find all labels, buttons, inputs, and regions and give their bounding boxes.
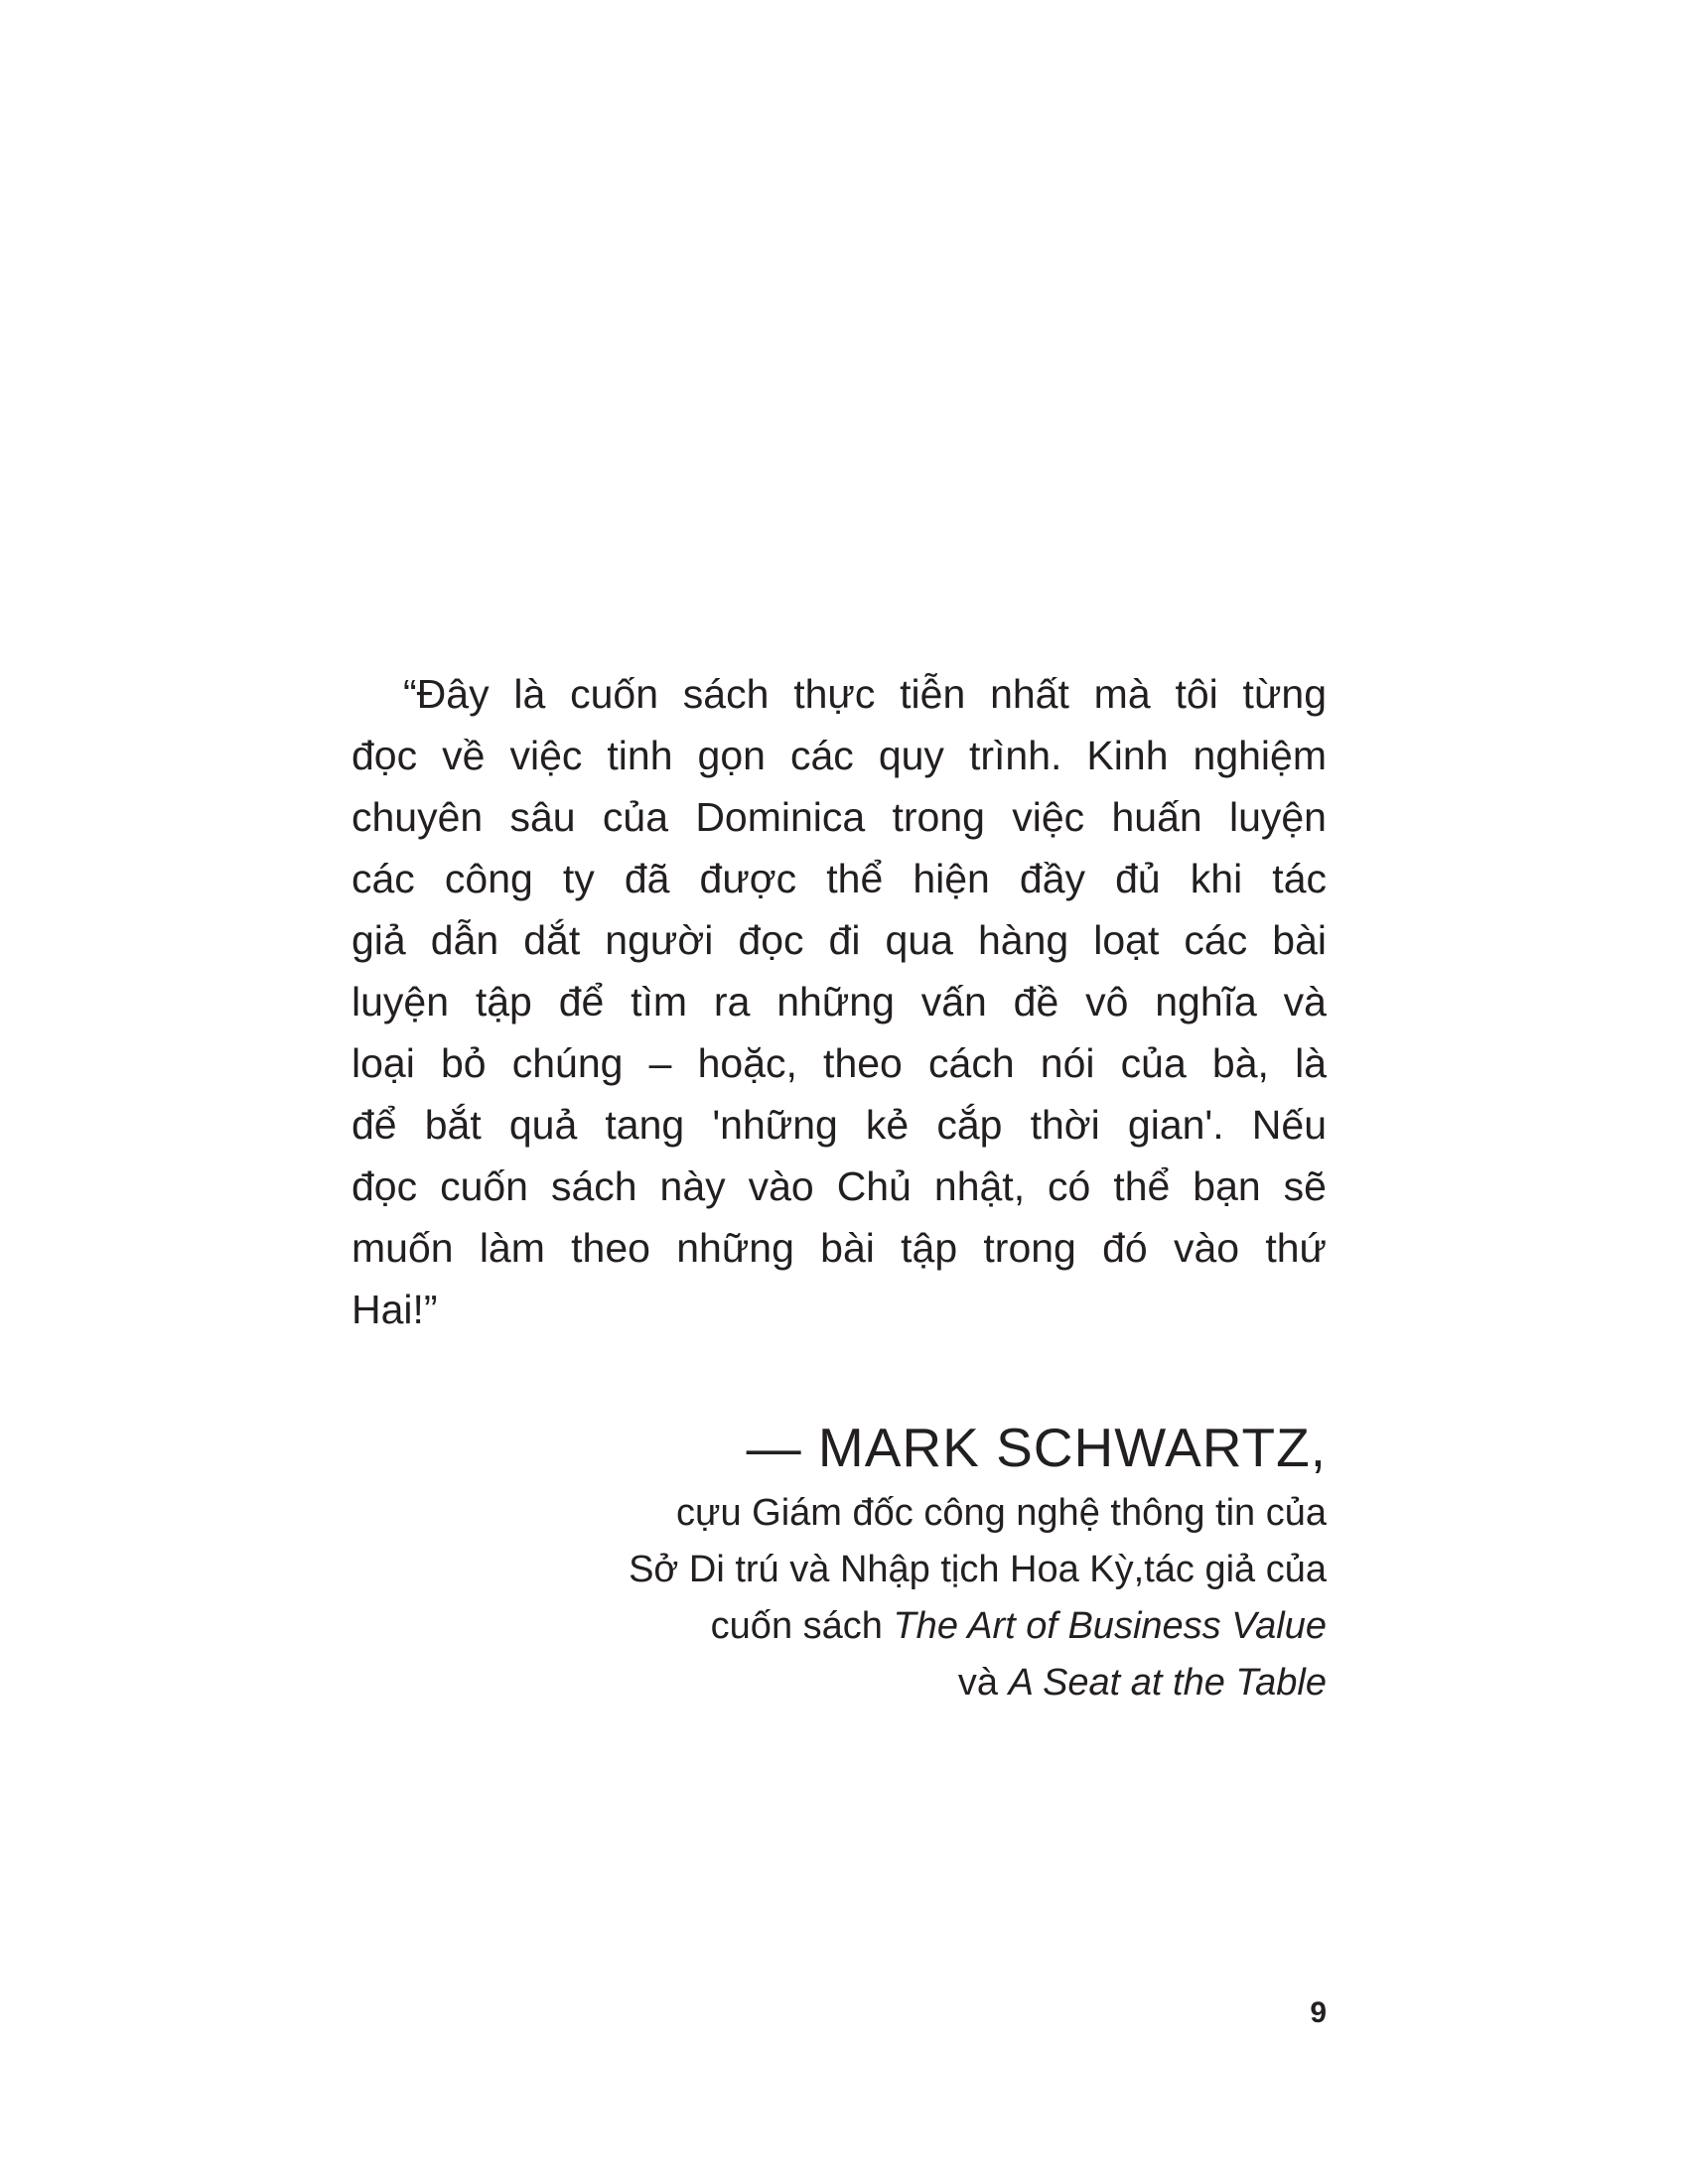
page-number: 9 xyxy=(1310,1996,1327,2029)
author-description-line: Sở Di trú và Nhập tịch Hoa Kỳ,tác giả của xyxy=(629,1549,1327,1590)
quote-line: Hai!” xyxy=(352,1287,438,1332)
quote-line: loại bỏ chúng – hoặc, theo cách nói của bà, là xyxy=(352,1040,1327,1086)
quote-line: “Đây là cuốn sách thực tiễn nhất mà tôi từng xyxy=(403,671,1327,717)
quote-attribution xyxy=(352,1410,1327,1711)
quote-line: luyện tập để tìm ra những vấn đề vô nghĩa và xyxy=(352,979,1327,1024)
author-description-line: cựu Giám đốc công nghệ thông tin của xyxy=(676,1492,1327,1534)
book-title: A Seat at the Table xyxy=(1008,1662,1327,1704)
book-prefix: cuốn sách xyxy=(710,1605,894,1647)
quote-line: muốn làm theo những bài tập trong đó vào thứ xyxy=(352,1225,1327,1271)
author-name: — MARK SCHWARTZ, xyxy=(746,1417,1327,1478)
quote-line: chuyên sâu của Dominica trong việc huấn luyện xyxy=(352,794,1327,840)
author-description-line xyxy=(352,1655,1327,1711)
quote-line: các công ty đã được thể hiện đầy đủ khi tác xyxy=(352,856,1327,901)
book-title: The Art of Business Value xyxy=(893,1605,1327,1647)
testimonial-quote xyxy=(352,663,1327,1340)
quote-line: đọc cuốn sách này vào Chủ nhật, có thể bạn sẽ xyxy=(352,1163,1327,1209)
quote-line: để bắt quả tang 'những kẻ cắp thời gian'. Nếu xyxy=(352,1102,1327,1148)
author-description-line xyxy=(352,1598,1327,1655)
quote-line: giả dẫn dắt người đọc đi qua hàng loạt các bài xyxy=(352,917,1327,963)
quote-line: đọc về việc tinh gọn các quy trình. Kinh nghiệm xyxy=(352,733,1327,778)
book-prefix: và xyxy=(957,1662,1009,1704)
